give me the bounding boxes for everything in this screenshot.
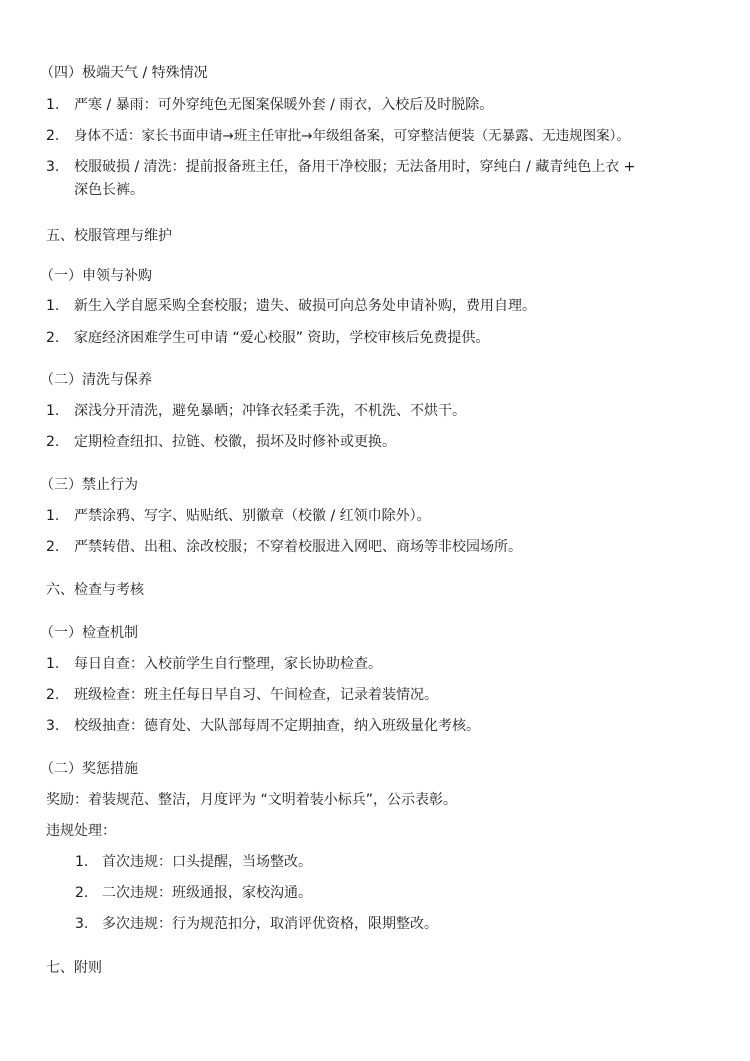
list-text: 深浅分开清洗，避免暴晒；冲锋衣轻柔手洗，不机洗、不烘干。 bbox=[74, 403, 466, 419]
list-text: 校服破损 / 清洗：提前报备班主任，备用干净校服；无法备用时，穿纯白 / 藏青纯色上衣 + bbox=[74, 159, 636, 175]
list-text: 身体不适：家长书面申请→班主任审批→年级组备案，可穿整洁便装（无暴露、无违规图案）。 bbox=[74, 128, 630, 144]
list-text: 班级检查：班主任每日早自习、午间检查，记录着装情况。 bbox=[74, 687, 438, 703]
list-number: 1. bbox=[75, 854, 89, 870]
subsection-heading: （二）清洗与保养 bbox=[40, 372, 152, 388]
subsection-heading: （一）申领与补购 bbox=[40, 268, 152, 284]
list-number: 3. bbox=[46, 159, 60, 175]
violation-label: 违规处理： bbox=[46, 823, 116, 839]
list-text: 二次违规：班级通报，家校沟通。 bbox=[102, 885, 312, 901]
list-text: 首次违规：口头提醒，当场整改。 bbox=[102, 854, 312, 870]
list-number: 2. bbox=[75, 885, 89, 901]
list-number: 1. bbox=[46, 508, 60, 524]
reward-text: 奖励：着装规范、整洁，月度评为 “文明着装小标兵”，公示表彰。 bbox=[46, 792, 457, 808]
list-text-continuation: 深色长裤。 bbox=[74, 182, 144, 198]
section-heading: 六、检查与考核 bbox=[46, 582, 144, 598]
subsection-heading: （四）极端天气 / 特殊情况 bbox=[40, 65, 208, 81]
list-text: 严寒 / 暴雨：可外穿纯色无图案保暖外套 / 雨衣，入校后及时脱除。 bbox=[74, 97, 494, 113]
subsection-heading: （二）奖惩措施 bbox=[40, 761, 138, 777]
section-heading: 五、校服管理与维护 bbox=[46, 228, 172, 244]
list-number: 3. bbox=[75, 916, 89, 932]
section-heading: 七、附则 bbox=[46, 960, 102, 976]
list-text: 家庭经济困难学生可申请 “爱心校服” 资助，学校审核后免费提供。 bbox=[74, 330, 490, 346]
list-number: 1. bbox=[46, 403, 60, 419]
subsection-heading: （三）禁止行为 bbox=[40, 477, 138, 493]
list-number: 2. bbox=[46, 434, 60, 450]
list-number: 2. bbox=[46, 687, 60, 703]
list-number: 1. bbox=[46, 97, 60, 113]
list-text: 校级抽查：德育处、大队部每周不定期抽查，纳入班级量化考核。 bbox=[74, 718, 480, 734]
list-text: 新生入学自愿采购全套校服；遗失、破损可向总务处申请补购，费用自理。 bbox=[74, 298, 536, 314]
list-text: 严禁转借、出租、涂改校服；不穿着校服进入网吧、商场等非校园场所。 bbox=[74, 539, 522, 555]
list-number: 2. bbox=[46, 330, 60, 346]
subsection-heading: （一）检查机制 bbox=[40, 625, 138, 641]
list-text: 每日自查：入校前学生自行整理，家长协助检查。 bbox=[74, 656, 382, 672]
list-number: 1. bbox=[46, 656, 60, 672]
list-number: 1. bbox=[46, 298, 60, 314]
list-text: 多次违规：行为规范扣分，取消评优资格，限期整改。 bbox=[102, 916, 438, 932]
list-text: 定期检查纽扣、拉链、校徽，损坏及时修补或更换。 bbox=[74, 434, 396, 450]
list-text: 严禁涂鸦、写字、贴贴纸、别徽章（校徽 / 红领巾除外）。 bbox=[74, 508, 431, 524]
list-number: 3. bbox=[46, 718, 60, 734]
list-number: 2. bbox=[46, 128, 60, 144]
list-number: 2. bbox=[46, 539, 60, 555]
